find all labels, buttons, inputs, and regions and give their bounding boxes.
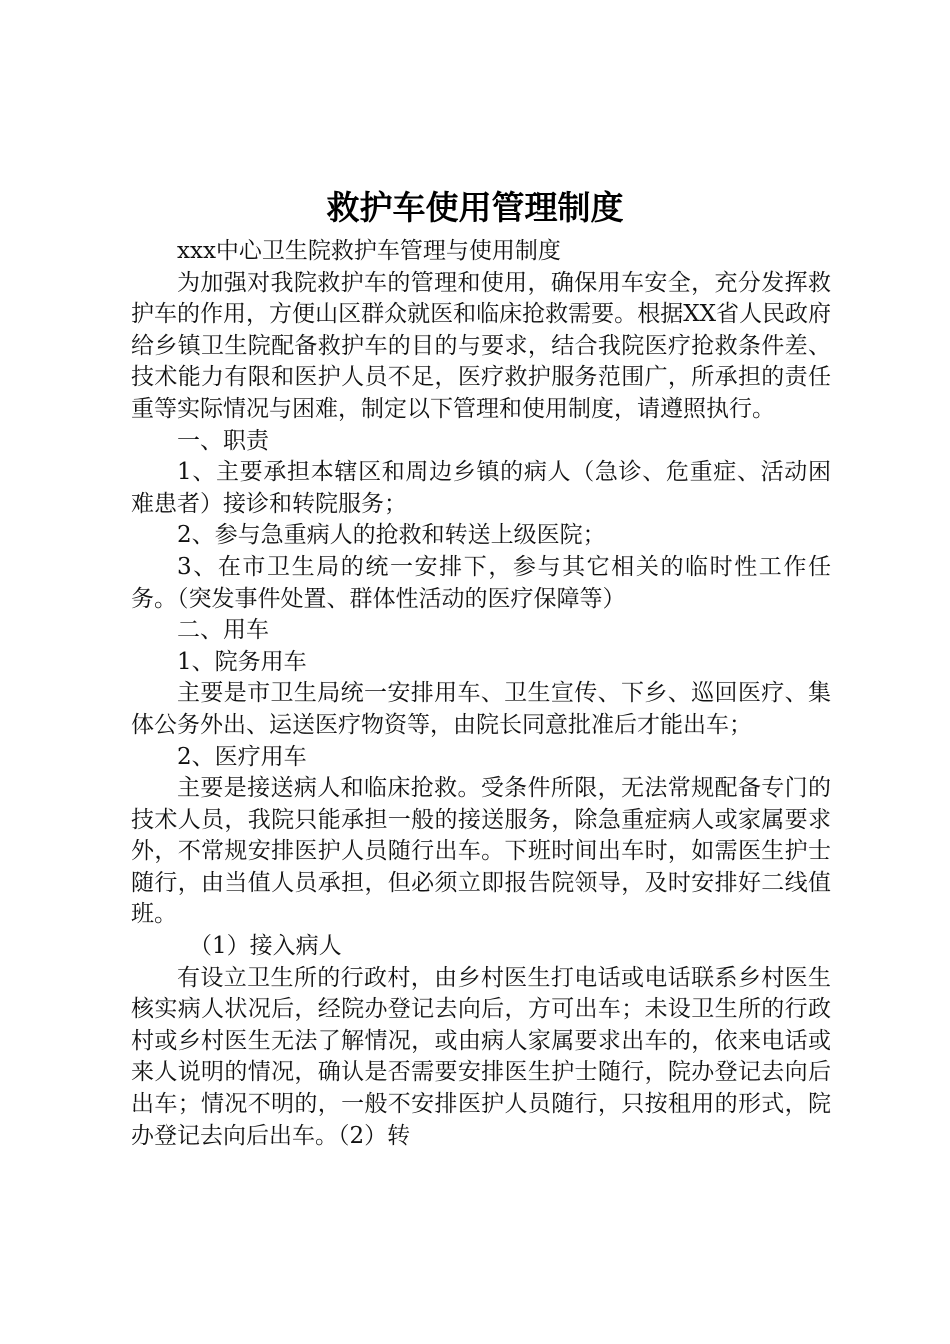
- medical-use-paragraph: 主要是接送病人和临床抢救。受条件所限，无法常规配备专门的技术人员，我院只能承担一般的接送服务，除急重症病人或家属要求外，不常规安排医护人员随行出车。下班时间出车时，如需医生护士随行，由当值人员承担，但必须立即报告院领导，及时安排好二线值班。: [131, 775, 831, 928]
- document-title: 救护车使用管理制度: [326, 188, 624, 227]
- duty-item-3: 3、在市卫生局的统一安排下，参与其它相关的临时性工作任务。（突发事件处置、群体性活动的医疗保障等）: [131, 553, 831, 612]
- subsection-heading-medical-use: 2、医疗用车: [177, 743, 307, 770]
- intro-paragraph: 为加强对我院救护车的管理和使用，确保用车安全，充分发挥救护车的作用，方便山区群众就医和临床抢救需要。根据XX省人民政府给乡镇卫生院配备救护车的目的与要求，结合我院医疗抢救条件差、技术能力有限和医护人员不足，医疗救护服务范围广，所承担的责任重等实际情况与困难，制定以下管理和使用制度，请遵照执行。: [131, 269, 831, 422]
- section-heading-vehicle-use: 二、用车: [177, 617, 269, 644]
- subsection-heading-admin-use: 1、院务用车: [177, 648, 307, 675]
- admin-use-paragraph: 主要是市卫生局统一安排用车、卫生宣传、下乡、巡回医疗、集体公务外出、运送医疗物资等，由院长同意批准后才能出车；: [131, 680, 831, 738]
- item-heading-pickup: （1）接入病人: [189, 933, 342, 960]
- subtitle-paragraph: xxx中心卫生院救护车管理与使用制度: [177, 238, 561, 264]
- document-body: [131, 236, 831, 1152]
- duty-item-2: 2、参与急重病人的抢救和转送上级医院；: [177, 522, 606, 549]
- duty-item-1: 1、主要承担本辖区和周边乡镇的病人（急诊、危重症、活动困难患者）接诊和转院服务；: [131, 459, 831, 517]
- section-heading-duties: 一、职责: [177, 427, 269, 454]
- pickup-paragraph: 有设立卫生所的行政村，由乡村医生打电话或电话联系乡村医生核实病人状况后，经院办登记去向后，方可出车；未设卫生所的行政村或乡村医生无法了解情况，或由病人家属要求出车的，依来电话或来人说明的情况，确认是否需要安排医生护士随行，院办登记去向后出车；情况不明的，一般不安排医护人员随行，只按租用的形式，院办登记去向后出车。（2）转: [131, 964, 831, 1149]
